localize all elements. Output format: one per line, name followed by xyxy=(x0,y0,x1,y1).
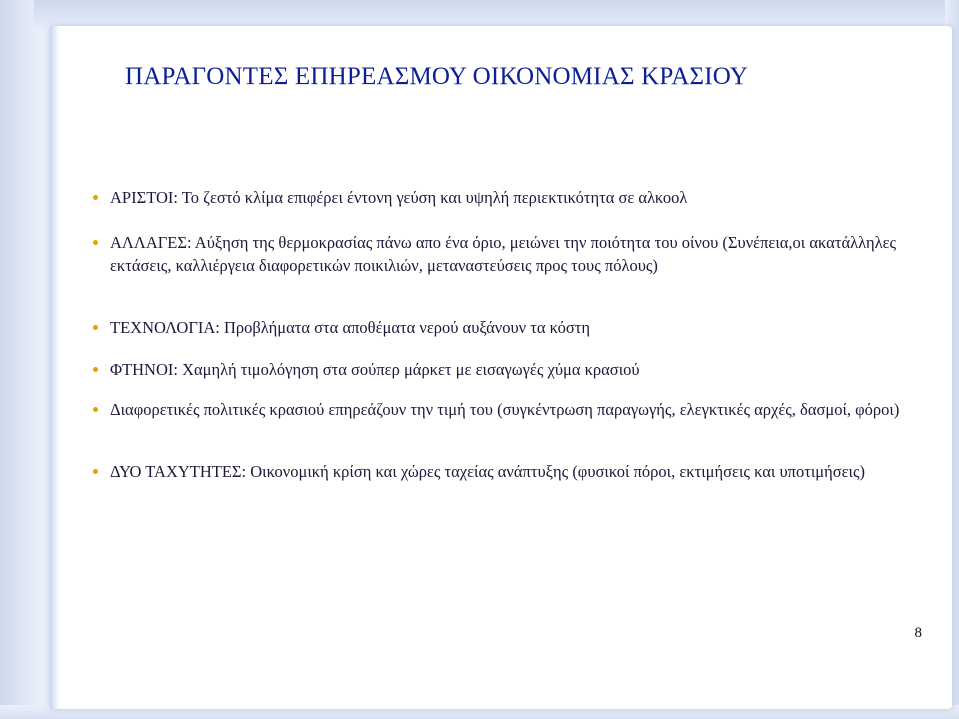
page-number: 8 xyxy=(914,625,922,641)
frame-edge-top xyxy=(0,0,959,28)
bullet-marker-icon xyxy=(93,325,98,330)
bullet-text: ΑΡΙΣΤΟΙ: Το ζεστό κλίμα επιφέρει έντονη γεύση και υψηλή περιεκτικότητα σε αλκοολ xyxy=(110,188,688,207)
bullet-item xyxy=(93,316,923,339)
bullet-item xyxy=(93,358,923,381)
bullet-marker-icon xyxy=(93,240,98,245)
bullet-marker-icon xyxy=(93,367,98,372)
bullet-marker-icon xyxy=(93,195,98,200)
frame-edge-left xyxy=(0,0,34,719)
bullet-item xyxy=(93,460,923,483)
bullet-item xyxy=(93,231,923,277)
bullet-item xyxy=(93,186,923,209)
bullet-text: ΤΕΧΝΟΛΟΓΙΑ: Προβλήματα στα αποθέματα νερού αυξάνουν τα κόστη xyxy=(110,318,590,337)
slide-title: ΠΑΡΑΓΟΝΤΕΣ ΕΠΗΡΕΑΣΜΟΥ ΟΙΚΟΝΟΜΙΑΣ ΚΡΑΣΙΟΥ xyxy=(125,63,749,90)
panel-shade xyxy=(50,26,60,709)
bullet-marker-icon xyxy=(93,407,98,412)
bullet-text: ΑΛΛΑΓΕΣ: Αύξηση της θερμοκρασίας πάνω απο ένα όριο, μειώνει την ποιότητα του οίνου (Συνέπεια,οι ακατάλληλες εκτάσεις, καλλιέργεια διαφορετικών ποικιλιών, μεταναστεύσεις προς τους πόλους) xyxy=(110,233,897,275)
bullet-marker-icon xyxy=(93,469,98,474)
bullet-text: ΔΥΟ ΤΑΧΥΤΗΤΕΣ: Οικονομική κρίση και χώρες ταχείας ανάπτυξης (φυσικοί πόροι, εκτιμήσεις και υποτιμήσεις) xyxy=(110,462,866,481)
bullet-item xyxy=(93,398,923,421)
bullet-text: ΦΤΗΝΟΙ: Χαμηλή τιμολόγηση στα σούπερ μάρκετ με εισαγωγές χύμα κρασιού xyxy=(110,360,640,379)
bullet-text: Διαφορετικές πολιτικές κρασιού επηρεάζουν την τιμή του (συγκέντρωση παραγωγής, ελεγκτικές αρχές, δασμοί, φόροι) xyxy=(110,400,900,419)
